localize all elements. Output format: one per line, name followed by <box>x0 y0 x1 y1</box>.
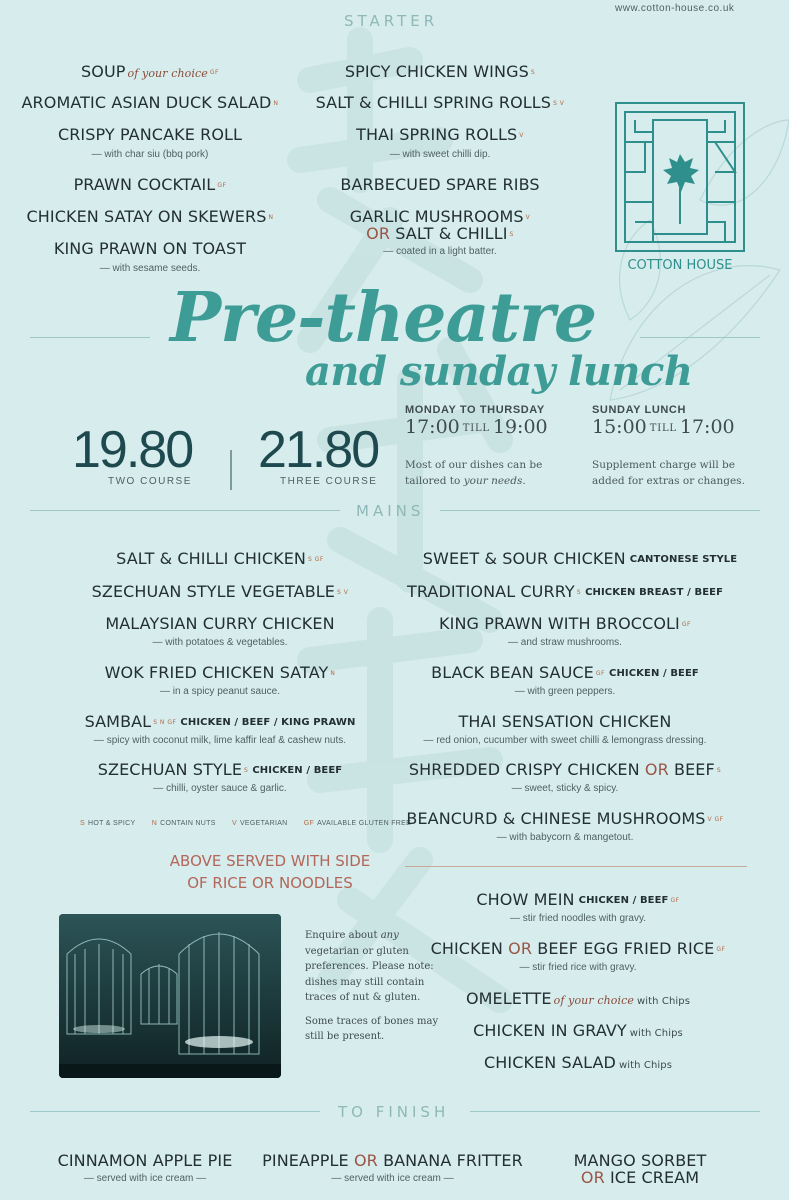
dish-description: — red onion, cucumber with sweet chilli & lemongrass dressing. <box>423 735 707 746</box>
legend-label: HOT & SPICY <box>87 820 136 827</box>
dish-description: — chilli, oyster sauce & garlic. <box>153 783 287 794</box>
main-item <box>415 549 745 568</box>
dish-name: MANGO SORBET <box>573 1151 707 1170</box>
starter-item <box>0 125 300 144</box>
legend-key: S <box>80 820 85 827</box>
dish-tag: N <box>330 670 336 677</box>
dessert-item <box>260 1151 525 1170</box>
dish-tag: GF <box>716 946 726 953</box>
divider <box>30 510 340 511</box>
dish-name: CINNAMON APPLE PIE <box>57 1151 233 1170</box>
note-line: Most of our dishes can be <box>405 459 543 471</box>
dish-description: — in a spicy peanut sauce. <box>159 686 281 697</box>
dish-description: — with potatoes & vegetables. <box>152 637 288 648</box>
section-finish-title: TO FINISH <box>338 1103 450 1121</box>
website-url[interactable]: www.cotton-house.co.uk <box>615 3 735 14</box>
hours-sunday-heading: SUNDAY LUNCH <box>592 404 686 416</box>
label-three-course: THREE COURSE <box>280 476 378 487</box>
hours-weekday-note <box>405 457 542 489</box>
starter-item <box>290 62 590 81</box>
dish-name: CRISPY PANCAKE ROLL <box>57 125 243 144</box>
legend-label: AVAILABLE GLUTEN FREE <box>317 820 412 827</box>
price-divider <box>230 450 232 490</box>
dish-name: WOK FRIED CHICKEN SATAY <box>104 663 329 682</box>
dish-name: BANANA FRITTER <box>383 1151 523 1170</box>
dish-tag: N <box>268 214 274 221</box>
brand-name: COTTON HOUSE <box>627 258 733 273</box>
label-two-course: TWO COURSE <box>108 476 192 487</box>
dish-tag: GF <box>209 69 219 76</box>
legend-item <box>152 820 216 827</box>
time-till: TILL <box>462 422 490 434</box>
note-emphasis: your needs. <box>463 475 526 487</box>
main-item <box>70 614 370 633</box>
starter-item <box>290 125 590 144</box>
dish-name: BEEF EGG FRIED RICE <box>537 939 715 958</box>
dish-description: — with green peppers. <box>514 686 616 697</box>
dish-description: — with babycorn & mangetout. <box>496 832 634 843</box>
time-from: 17:00 <box>405 416 460 438</box>
starter-item <box>0 62 300 81</box>
headline-pre-theatre: Pre-theatre <box>170 278 597 358</box>
enquire-paragraph: Some traces of bones may still be present. <box>305 1015 439 1042</box>
dish-options: CHICKEN / BEEF <box>609 668 699 679</box>
dish-tag: S <box>530 69 536 76</box>
dish-script: of your choice <box>127 67 208 80</box>
legend-key: V <box>231 820 237 827</box>
main-item <box>70 549 370 568</box>
enquire-emphasis: any <box>380 930 399 941</box>
dish-options: CHICKEN / BEEF <box>252 765 343 776</box>
dish-tag: S V <box>553 100 565 107</box>
hours-sunday-note <box>592 457 745 489</box>
dish-name: THAI SENSATION CHICKEN <box>458 712 672 731</box>
dish-name: CHOW MEIN <box>476 890 575 909</box>
dish-name: TRADITIONAL CURRY <box>406 582 575 601</box>
side-item <box>418 890 738 909</box>
starter-item <box>0 207 300 226</box>
time-till: TILL <box>649 422 677 434</box>
enquire-text: vegetarian or gluten preferences. Please note: dishes may still contain traces of nut & gluten. <box>305 945 434 1003</box>
served-with-note <box>120 850 420 894</box>
dish-tag: GF <box>670 897 680 904</box>
time-to: 17:00 <box>679 416 735 438</box>
dish-description: — stir fried rice with gravy. <box>519 962 637 973</box>
dish-name: BLACK BEAN SAUCE <box>431 663 594 682</box>
main-item <box>400 614 730 633</box>
divider <box>405 866 747 867</box>
restaurant-photo <box>59 914 281 1078</box>
dish-options: CANTONESE STYLE <box>629 554 738 565</box>
dish-tag: V <box>525 214 531 221</box>
dish-name: SALT & CHILLI CHICKEN <box>116 549 307 568</box>
dish-name: SWEET & SOUR CHICKEN <box>422 549 626 568</box>
dish-name: AROMATIC ASIAN DUCK SALAD <box>21 93 272 112</box>
dish-or: OR <box>580 1168 605 1187</box>
dish-or: OR <box>366 224 391 243</box>
dish-addition: with Chips <box>629 1028 683 1039</box>
dish-name: KING PRAWN WITH BROCCOLI <box>439 614 680 633</box>
price-two-course: 19.80 <box>72 421 193 479</box>
served-line: ABOVE SERVED WITH SIDE <box>169 852 371 870</box>
dish-name: BEANCURD & CHINESE MUSHROOMS <box>406 809 706 828</box>
dish-description: — served with ice cream — <box>331 1173 454 1184</box>
dish-name: SALT & CHILLI SPRING ROLLS <box>315 93 552 112</box>
hours-weekday-time <box>405 416 548 438</box>
main-item <box>400 760 730 779</box>
dish-options: CHICKEN / BEEF <box>578 895 669 906</box>
side-item <box>418 989 738 1008</box>
dish-tag: V <box>519 132 524 139</box>
dish-tag: S <box>244 767 249 774</box>
dish-description: — served with ice cream — <box>83 1173 207 1184</box>
legend-item <box>80 820 136 827</box>
dish-name: SHREDDED CRISPY CHICKEN <box>408 760 640 779</box>
main-item <box>400 712 730 731</box>
dessert-item-alt <box>540 1168 740 1187</box>
enquire-text: Enquire about <box>305 930 378 941</box>
starter-item <box>0 239 300 258</box>
dish-name: CHICKEN IN GRAVY <box>473 1021 627 1040</box>
dish-name: MALAYSIAN CURRY CHICKEN <box>105 614 335 633</box>
dish-description: — with sweet chilli dip. <box>389 149 491 160</box>
section-mains-title: MAINS <box>356 502 425 520</box>
dish-tag: GF <box>217 182 227 189</box>
dish-description: — coated in a light batter. <box>383 246 497 257</box>
dish-name: THAI SPRING ROLLS <box>356 125 518 144</box>
dish-or: OR <box>353 1151 378 1170</box>
cotton-house-logo <box>615 102 745 252</box>
dish-script: of your choice <box>553 994 634 1007</box>
dish-options: CHICKEN BREAST / BEEF <box>585 587 724 598</box>
dish-name: OMELETTE <box>465 989 552 1008</box>
section-starter-title: STARTER <box>344 12 439 30</box>
side-item <box>418 939 738 958</box>
dish-name: SALT & CHILLI <box>395 224 508 243</box>
main-item <box>70 760 370 779</box>
dish-name: SAMBAL <box>84 712 152 731</box>
legend-label: CONTAIN NUTS <box>160 820 216 827</box>
dish-description: — with char siu (bbq pork) <box>91 149 209 160</box>
dish-options: CHICKEN / BEEF / KING PRAWN <box>180 717 356 728</box>
divider <box>440 510 760 511</box>
dish-name: SZECHUAN STYLE VEGETABLE <box>91 582 336 601</box>
dish-name: CHICKEN <box>430 939 503 958</box>
divider <box>30 337 150 338</box>
starter-item <box>290 93 590 112</box>
time-to: 19:00 <box>492 416 548 438</box>
dish-name: PINEAPPLE <box>262 1151 349 1170</box>
main-item <box>400 809 730 828</box>
starter-item-alt <box>290 224 590 243</box>
divider <box>640 337 760 338</box>
legend-item <box>304 820 411 827</box>
dish-name: ICE CREAM <box>609 1168 700 1187</box>
main-item <box>400 582 730 601</box>
dish-tag: S <box>509 231 514 238</box>
legend-key: GF <box>303 820 315 827</box>
headline-sunday-lunch: and sunday lunch <box>305 348 693 395</box>
note-line: tailored to <box>405 475 461 487</box>
dish-description: — stir fried noodles with gravy. <box>510 913 646 924</box>
hours-sunday-time <box>592 416 735 438</box>
dish-description: — with sesame seeds. <box>99 263 201 274</box>
dish-tag: S GF <box>308 556 324 563</box>
dish-name: SOUP <box>81 62 126 81</box>
dish-tag: S V <box>337 589 349 596</box>
served-line: OF RICE OR NOODLES <box>187 874 353 892</box>
dish-tag: S N GF <box>153 719 177 726</box>
dish-name: CHICKEN SALAD <box>483 1053 616 1072</box>
divider <box>30 1111 320 1112</box>
starter-item <box>0 93 300 112</box>
dessert-item <box>20 1151 270 1170</box>
note-line: Supplement charge will be <box>592 459 735 471</box>
dish-or: OR <box>508 939 533 958</box>
note-line: added for extras or changes. <box>592 475 745 487</box>
dish-name: KING PRAWN ON TOAST <box>53 239 247 258</box>
dish-tag: V GF <box>707 816 724 823</box>
divider <box>470 1111 760 1112</box>
dish-description: — spicy with coconut milk, lime kaffir leaf & cashew nuts. <box>93 735 347 746</box>
dish-name: GARLIC MUSHROOMS <box>349 207 524 226</box>
dish-or: OR <box>644 760 669 779</box>
side-item <box>418 1021 738 1040</box>
dish-name: CHICKEN SATAY ON SKEWERS <box>26 207 267 226</box>
dish-name: PRAWN COCKTAIL <box>73 175 216 194</box>
dish-addition: with Chips <box>636 996 691 1007</box>
dietary-legend <box>80 820 425 827</box>
price-three-course: 21.80 <box>258 421 379 479</box>
dish-name: SPICY CHICKEN WINGS <box>344 62 529 81</box>
hours-weekday-heading: MONDAY TO THURSDAY <box>405 404 545 416</box>
dish-name: BEEF <box>674 760 715 779</box>
main-item <box>70 712 370 731</box>
main-item <box>70 663 370 682</box>
dish-tag: GF <box>681 621 691 628</box>
legend-item <box>232 820 288 827</box>
legend-key: N <box>151 820 158 827</box>
dish-tag: N <box>273 100 279 107</box>
dish-name: SZECHUAN STYLE <box>97 760 243 779</box>
starter-item <box>0 175 300 194</box>
main-item <box>400 663 730 682</box>
dish-name: BARBECUED SPARE RIBS <box>340 175 540 194</box>
time-from: 15:00 <box>592 416 647 438</box>
dish-description: — sweet, sticky & spicy. <box>511 783 619 794</box>
side-item <box>418 1053 738 1072</box>
dish-addition: with Chips <box>618 1060 673 1071</box>
dish-tag: S <box>576 589 582 596</box>
legend-label: VEGETARIAN <box>239 820 288 827</box>
starter-item <box>290 175 590 194</box>
dish-tag: S <box>716 767 722 774</box>
dish-description: — and straw mushrooms. <box>508 637 622 648</box>
dish-tag: GF <box>595 670 605 677</box>
main-item <box>70 582 370 601</box>
